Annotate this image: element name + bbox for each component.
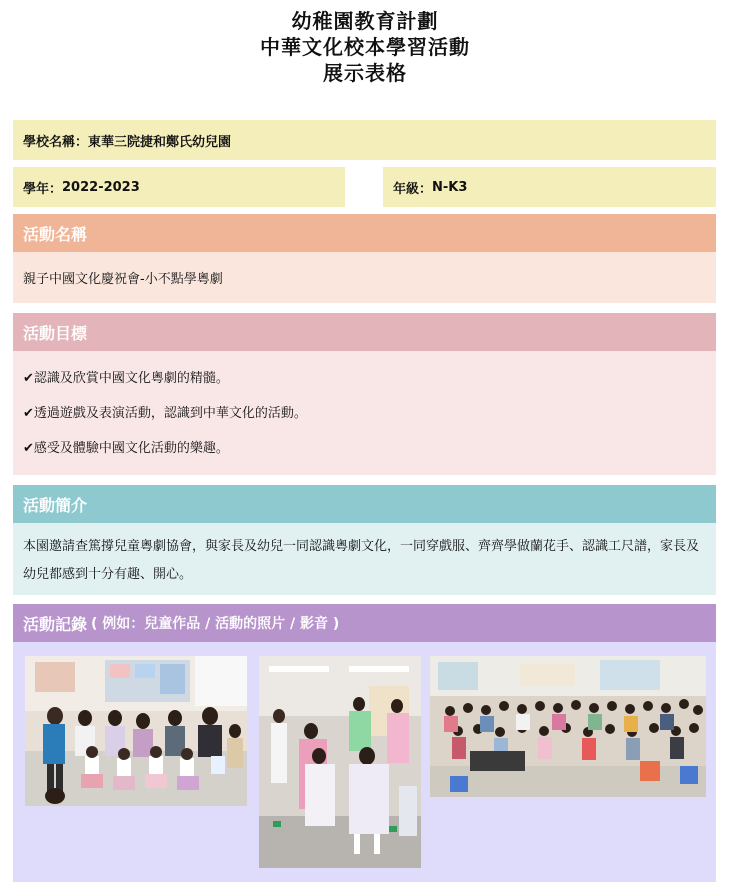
objective-item: ✔感受及體驗中國文化活動的樂趣。 xyxy=(23,441,229,456)
activity-photo-1 xyxy=(25,656,247,806)
school-name-label: 學校名稱： xyxy=(23,134,89,150)
school-year-label: 學年： xyxy=(23,181,63,197)
intro-header: 活動簡介 xyxy=(13,485,716,523)
school-name-value: 東華三院捷和鄭氏幼兒園 xyxy=(88,134,232,150)
activity-photo-2 xyxy=(259,656,421,868)
school-year-value: 2022-2023 xyxy=(62,179,140,195)
title-line-3: 展示表格 xyxy=(323,61,407,85)
school-year-row xyxy=(13,167,345,207)
records-title: 活動記錄 xyxy=(23,614,88,634)
grade-row xyxy=(383,167,716,207)
form-title xyxy=(0,8,730,86)
school-name-row xyxy=(13,120,716,160)
objectives-header: 活動目標 xyxy=(13,313,716,351)
grade-value: N-K3 xyxy=(432,179,468,195)
objective-item: ✔透過遊戲及表演活動，認識到中華文化的活動。 xyxy=(23,406,307,421)
activity-name-body xyxy=(13,252,716,303)
title-line-2: 中華文化校本學習活動 xyxy=(260,35,470,59)
records-header xyxy=(13,604,716,642)
activity-name-header: 活動名稱 xyxy=(13,214,716,252)
intro-text: 本園邀請查篤撐兒童粵劇協會，與家長及幼兒一同認識粵劇文化，一同穿戲服、齊齊學做蘭花手、認識工尺譜，家長及幼兒都感到十分有趣、開心。 xyxy=(23,539,700,582)
activity-photo-3 xyxy=(430,656,706,797)
objective-item: ✔認識及欣賞中國文化粵劇的精髓。 xyxy=(23,371,229,386)
grade-label: 年級： xyxy=(393,181,433,197)
records-note: ( 例如：兒童作品 / 活動的照片 / 影音 ) xyxy=(91,616,340,632)
activity-name-value: 親子中國文化慶祝會-小不點學粵劇 xyxy=(23,272,223,287)
intro-body xyxy=(13,523,716,595)
title-line-1: 幼稚園教育計劃 xyxy=(291,9,439,33)
objectives-body xyxy=(13,351,716,475)
